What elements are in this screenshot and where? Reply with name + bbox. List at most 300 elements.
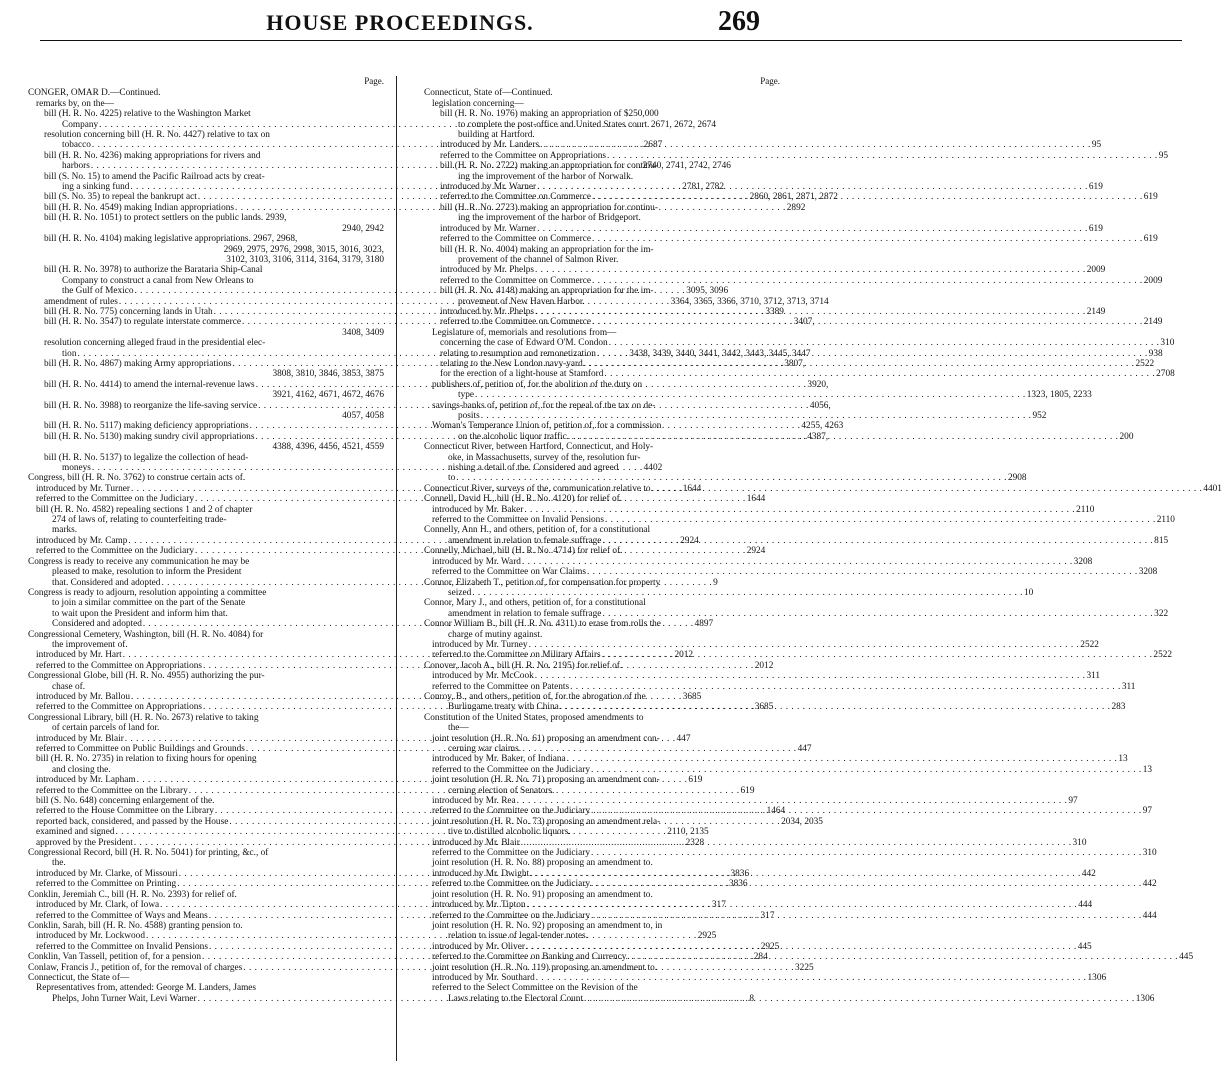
entry-text: referred to the Committee on Invalid Pensions xyxy=(36,941,208,952)
page-reference: 2110 xyxy=(1156,515,1175,526)
leader-dots xyxy=(592,276,1143,286)
entry-text: introduced by Mr. Warner xyxy=(440,182,537,193)
index-entry xyxy=(28,609,384,619)
entry-text: 274 of laws of, relating to counterfeiting trade- xyxy=(52,515,227,526)
index-entry xyxy=(424,494,780,504)
index-entry xyxy=(28,276,384,286)
page-reference: 4401 xyxy=(1203,483,1222,494)
index-entry xyxy=(424,421,780,431)
index-entry xyxy=(28,411,384,421)
entry-text: referred to the Committee on the Judiciary xyxy=(432,764,590,775)
entry-text: Legislature of, memorials and resolutions from— xyxy=(432,327,617,338)
entry-text: referred to the Committee on Commerce xyxy=(440,317,592,328)
index-entry xyxy=(424,868,1096,879)
entry-text: 3921, 4162, 4671, 4672, 4676 xyxy=(272,390,384,401)
entry-text: introduced by Mr. Rea xyxy=(432,796,516,807)
index-entry xyxy=(424,650,1173,661)
page-reference: 2892 xyxy=(786,202,806,213)
entry-text: cerning war claims. xyxy=(448,744,522,754)
entry-text: bill (H. R. No. 4582) repealing sections 1 and 2 of chapter xyxy=(36,504,253,515)
entry-text: Congressional Cemetery, Washington, bill (H. R. No. 4084) for xyxy=(28,629,264,640)
index-entry xyxy=(424,245,780,255)
entry-text: amendment of rules xyxy=(44,296,118,307)
index-entry xyxy=(28,598,384,608)
leader-dots xyxy=(530,869,1081,879)
page-reference: 2740, 2741, 2742, 2746 xyxy=(642,161,731,172)
leader-dots xyxy=(587,567,1138,577)
entry-text: reported back, considered, and passed by the House xyxy=(36,816,229,827)
entry-text: introduced by Mr. Lockwood xyxy=(36,931,145,942)
entry-text: for the erection of a light-house at Stamford xyxy=(440,369,604,380)
entry-text: introduced by Mr. Oliver xyxy=(432,941,525,952)
page-column-label: Page. xyxy=(364,76,384,86)
page-reference: 2671, 2672, 2674 xyxy=(650,119,716,130)
entry-text: introduced by Mr. Baker, of Indiana xyxy=(432,754,566,765)
entry-text: to join a similar committee on the part of the Senate xyxy=(52,598,246,609)
index-entry xyxy=(28,515,384,525)
page-reference: 1644 xyxy=(746,494,766,505)
index-entry xyxy=(424,952,1194,963)
index-entry xyxy=(424,817,780,827)
leader-dots xyxy=(652,484,1203,494)
leader-dots xyxy=(604,369,1155,379)
entry-text: bill (S. No. 35) to repeal the bankrupt act xyxy=(44,192,197,203)
entry-text: joint resolution (H. R. No. 61) proposing an amendment con- xyxy=(432,733,660,744)
page-reference: 2860, 2861, 2871, 2872 xyxy=(749,192,838,203)
entry-text: Company to construct a canal from New Orleans to xyxy=(62,275,254,286)
leader-dots xyxy=(535,671,1086,681)
page-reference: 2708 xyxy=(1156,369,1175,380)
entry-text: bill (H. R. No. 4104) making legislative appropriations. 2967, 2968, xyxy=(44,234,298,245)
entry-text: Connelly, Michael, bill (H. R. No. 4714) for relief of. xyxy=(424,546,623,557)
index-entry xyxy=(28,754,384,764)
entry-text: resolution concerning bill (H. R. No. 4427) relative to tax on xyxy=(44,130,270,141)
index-entry xyxy=(424,681,1136,692)
page-reference: 8 xyxy=(749,993,754,1004)
page-reference: 310 xyxy=(1142,848,1157,859)
index-entry xyxy=(424,515,1175,526)
page-reference: 200 xyxy=(1119,431,1134,442)
entry-text: Connor William B., bill (H. R. No. 4311) to erase from rolls the xyxy=(424,619,661,630)
page-reference: 442 xyxy=(1081,868,1096,879)
entry-text: Congressional Library, bill (H. R. No. 2673) relative to taking xyxy=(28,712,259,723)
page-reference: 442 xyxy=(1142,879,1157,890)
leader-dots xyxy=(536,973,1087,983)
index-entry xyxy=(424,411,1047,421)
page-reference: 2110, 2135 xyxy=(667,827,709,838)
page-reference: 619 xyxy=(688,775,703,786)
entry-text: chase of. xyxy=(52,681,86,692)
leader-dots xyxy=(535,307,1086,317)
page-reference: 952 xyxy=(1032,411,1047,421)
index-entry xyxy=(28,682,384,692)
page-reference: 444 xyxy=(1078,900,1093,911)
page-reference: 2925 xyxy=(697,931,717,942)
page-reference: 3208 xyxy=(1138,567,1158,578)
page-reference: 283 xyxy=(1111,702,1126,713)
entry-text: 4388, 4396, 4456, 4521, 4559 xyxy=(272,442,384,453)
index-entry xyxy=(424,130,780,140)
index-entry xyxy=(424,265,1106,276)
index-entry xyxy=(424,556,1093,567)
index-entry xyxy=(424,348,1163,359)
entry-text: amendment in relation to female suffrage xyxy=(448,535,602,546)
entry-text: referred to the Committee on Printing xyxy=(36,879,177,890)
index-entry xyxy=(28,723,384,733)
leader-dots xyxy=(540,140,1091,150)
entry-text: joint resolution (H. R. No. 92) proposing an amendment to, in xyxy=(432,920,663,931)
page-reference: 284 xyxy=(753,952,768,963)
page-reference: 9 xyxy=(713,577,718,588)
page-reference: 3407, xyxy=(793,317,815,328)
entry-text: oke, in Massachusetts, survey of the, resolution fur- xyxy=(448,452,641,463)
index-entry xyxy=(424,223,1103,234)
entry-text: and closing the. xyxy=(52,764,111,775)
entry-text: 2969, 2975, 2976, 2998, 3015, 3016, 3023, xyxy=(223,244,384,255)
page-reference: 1644 xyxy=(682,483,702,494)
index-entry xyxy=(424,972,1107,983)
entry-text: bill (H. R. No. 4225) relative to the Washington Market xyxy=(44,109,251,120)
index-entry xyxy=(424,879,1157,890)
index-entry xyxy=(424,172,780,182)
entry-text: tive to distilled alcoholic liquors. xyxy=(448,827,571,838)
index-entry xyxy=(424,369,1175,380)
index-entry xyxy=(28,338,384,348)
entry-text: ing the improvement of the harbor of Bridgeport. xyxy=(458,213,641,224)
page-reference: 445 xyxy=(1077,941,1092,952)
entry-text: referred to the Committee on the Library xyxy=(36,785,188,796)
page-reference: 317 xyxy=(760,910,775,921)
entry-text: joint resolution (H. R. No. 71) proposing an amendment con- xyxy=(432,775,660,786)
entry-text: referred to the Committee on Military Affairs xyxy=(432,650,601,661)
page-reference: 447 xyxy=(676,733,691,744)
entry-text: introduced by Mr. Ward xyxy=(432,556,521,567)
leader-dots xyxy=(526,942,1077,952)
index-entry xyxy=(28,151,384,161)
page-reference: 447 xyxy=(797,744,812,754)
entry-text: introduced by Mr. Clark, of Iowa xyxy=(36,900,160,911)
index-entry xyxy=(28,172,384,182)
page-reference: 815 xyxy=(1154,535,1169,546)
entry-text: introduced by Mr. Blair xyxy=(432,837,520,848)
entry-text: type xyxy=(458,390,475,401)
entry-text: Considered and adopted xyxy=(52,619,142,630)
entry-text: of certain parcels of land for. xyxy=(52,723,160,734)
leader-dots xyxy=(591,911,1142,921)
page-reference: 3438, 3439, 3440, 3441, 3442, 3443, 3445, 3447 xyxy=(629,348,811,359)
index-entry xyxy=(424,380,780,390)
entry-text: Connell, David H., bill (H. R. No. 4120) for relief of. xyxy=(424,494,623,505)
page-reference: 2034, 2035 xyxy=(781,816,823,827)
entry-text: referred to the Committee on the Judiciary xyxy=(432,879,590,890)
index-entry xyxy=(424,578,780,588)
leader-dots xyxy=(584,994,1135,1004)
page-reference: 4402 xyxy=(643,463,663,474)
leader-dots xyxy=(568,432,1119,442)
index-entry xyxy=(28,234,384,244)
index-entry xyxy=(424,401,780,411)
entry-text: referred to the Committee on Commerce xyxy=(440,234,592,245)
page-reference: 3364, 3365, 3366, 3710, 3712, 3713, 3714 xyxy=(670,296,829,307)
page-reference: 1306 xyxy=(1135,993,1155,1004)
entry-text: referred to the Committee on the Judiciary xyxy=(36,546,194,557)
entry-text: Burlingame treaty with China xyxy=(448,702,559,713)
index-entry xyxy=(424,837,1087,848)
index-entry xyxy=(28,453,384,463)
entry-text: bill (H. R. No. 4148) making an appropriation for the im- xyxy=(440,286,654,297)
entry-text: charge of mutiny against. xyxy=(448,629,543,640)
entry-text: tion xyxy=(62,348,77,359)
page-reference: 619 xyxy=(1088,182,1103,193)
entry-text: the improvement of. xyxy=(52,639,128,650)
index-entry xyxy=(28,213,384,223)
index-entry xyxy=(28,890,384,900)
entry-text: Conroy, B., and others, petition of, for the abrogation of the xyxy=(424,691,646,702)
index-entry xyxy=(424,775,780,785)
entry-text: Company xyxy=(62,119,99,130)
leader-dots xyxy=(605,515,1156,525)
index-entry xyxy=(424,234,1158,245)
page-reference: 13 xyxy=(1142,764,1153,775)
index-entry xyxy=(424,983,780,993)
index-entry xyxy=(28,973,384,983)
entry-text: Connor, Elizabeth T., petition of, for compensation for property xyxy=(424,577,661,588)
index-entry xyxy=(424,993,1155,1004)
page-reference: 2687 xyxy=(643,140,663,151)
index-entry xyxy=(424,713,780,723)
entry-text: harbors xyxy=(62,161,90,172)
entry-text: provement of the channel of Salmon River. xyxy=(458,254,619,265)
index-entry xyxy=(424,306,1106,317)
page-number: 269 xyxy=(718,6,760,37)
leader-dots xyxy=(602,609,1153,619)
entry-text: Congress is ready to receive any communication he may be xyxy=(28,556,250,567)
entry-text: bill (H. R. No. 3988) to reorganize the life-saving service xyxy=(44,400,258,411)
entry-text: referred to the Committee on the Judiciary xyxy=(432,848,590,859)
entry-text: Congressional Globe, bill (H. R. No. 4955) authorizing the pur- xyxy=(28,671,265,682)
entry-text: bill (H. R. No. 4236) making appropriations for rivers and xyxy=(44,150,261,161)
page-reference: 4387, xyxy=(807,431,829,442)
leader-dots xyxy=(570,682,1121,692)
index-entry xyxy=(28,245,384,255)
index-entry xyxy=(28,390,384,400)
leader-dots xyxy=(567,754,1118,764)
index-entry xyxy=(424,99,780,109)
entry-text: moneys xyxy=(62,463,91,474)
entry-text: provement of New Haven Harbor. xyxy=(458,296,585,307)
page-reference: 619 xyxy=(1143,192,1158,203)
index-entry xyxy=(424,463,780,473)
leader-dots xyxy=(537,224,1088,234)
index-entry xyxy=(424,890,780,900)
index-entry xyxy=(424,213,780,223)
page-reference: 4897 xyxy=(694,619,714,630)
page-reference: 3685 xyxy=(754,702,774,713)
index-entry xyxy=(424,941,1092,952)
entry-text: bill (H. R. No. 4549) making Indian appropriations xyxy=(44,202,235,213)
entry-text: Congress is ready to adjourn, resolution appointing a committee xyxy=(28,587,267,598)
entry-text: publishers of, petition of, for the abolition of the duty on xyxy=(432,379,643,390)
entry-text: bill (H. R. No. 775) concerning lands in Utah xyxy=(44,306,213,317)
index-entry xyxy=(424,900,1093,911)
index-entry xyxy=(424,661,780,671)
page-reference: 311 xyxy=(1086,671,1101,682)
index-entry xyxy=(424,764,1153,775)
entry-text: bill (H. R. No. 2722) making an appropriation for continu- xyxy=(440,161,658,172)
index-entry xyxy=(424,702,1126,713)
entry-text: bill (H. R. No. 4414) to amend the internal-revenue laws xyxy=(44,379,255,390)
leader-dots xyxy=(602,650,1153,660)
entry-text: referred to the Committee on Invalid Pensions xyxy=(432,515,604,526)
leader-dots xyxy=(517,796,1068,806)
index-entry xyxy=(424,546,780,556)
leader-dots xyxy=(591,879,1142,889)
entry-text: introduced by Mr. Turney xyxy=(432,639,528,650)
entry-text: referred to the Committee on Appropriations xyxy=(36,660,203,671)
page-reference: 3389 xyxy=(765,306,784,317)
page-reference: 2328 xyxy=(685,837,705,848)
entry-text: Representatives from, attended: George M. Landers, James xyxy=(36,983,257,994)
leader-dots xyxy=(592,234,1143,244)
index-entry xyxy=(28,328,384,338)
leader-dots xyxy=(524,505,1075,515)
page-reference: 2009 xyxy=(1143,275,1163,286)
entry-text: Constitution of the United States, proposed amendments to xyxy=(424,712,644,723)
index-entry xyxy=(424,390,1092,401)
page-reference: 445 xyxy=(1179,952,1194,963)
entry-text: bill (H. R. No. 4004) making an appropriation for the im- xyxy=(440,244,654,255)
page-title: HOUSE PROCEEDINGS. xyxy=(266,10,534,35)
entry-text: CONGER, OMAR D.—Continued. xyxy=(28,88,161,99)
index-entry xyxy=(424,120,780,130)
entry-text: legislation concerning— xyxy=(432,98,524,109)
page-reference: 3836 xyxy=(728,879,748,890)
page-reference: 310 xyxy=(1160,338,1175,349)
index-entry xyxy=(28,557,384,567)
page-reference: 1323, 1805, 2233 xyxy=(1026,390,1092,401)
leader-dots xyxy=(527,900,1078,910)
index-entry xyxy=(424,858,780,868)
index-entry xyxy=(28,109,384,119)
page-reference: 619 xyxy=(1143,234,1158,245)
index-entry xyxy=(424,182,1103,193)
page-reference: 3807, xyxy=(784,358,806,369)
entry-text: referred to the Committee on the Judiciary xyxy=(432,806,590,817)
index-columns xyxy=(28,76,1222,1004)
entry-text: pleased to make, resolution to inform the President xyxy=(52,567,242,578)
index-entry xyxy=(28,921,384,931)
entry-text: joint resolution (H. R. No. 119) proposing an amendment to. xyxy=(432,962,658,973)
leader-dots xyxy=(481,411,1032,421)
entry-text: concerning the case of Edward O'M. Condon xyxy=(440,338,608,349)
index-entry xyxy=(424,921,780,931)
page-reference: 4056, xyxy=(809,400,831,411)
entry-text: introduced by Mr. McCook xyxy=(432,671,534,682)
entry-text: resolution concerning alleged fraud in the presidential elec- xyxy=(44,338,266,349)
entry-text: joint resolution (H. R. No. 88) proposing an amendment to. xyxy=(432,858,653,869)
leader-dots xyxy=(584,359,1135,369)
index-entry xyxy=(28,369,384,379)
entry-text: introduced by Mr. Phelps xyxy=(440,306,534,317)
entry-text: Laws relating to the Electoral Count xyxy=(448,993,584,1004)
entry-text: to xyxy=(448,473,456,484)
entry-text: introduced by Mr. Lapham xyxy=(36,775,136,786)
index-entry xyxy=(424,525,780,535)
leader-dots xyxy=(607,151,1158,161)
entry-text: introduced by Mr. Clarke, of Missouri xyxy=(36,868,178,879)
index-entry xyxy=(424,786,780,796)
entry-text: bill (H. R. No. 1976) making an appropriation of $250,000 xyxy=(440,109,659,120)
entry-text: Connecticut River, between Hartford, Connecticut, and Holy- xyxy=(424,442,654,453)
entry-text: relation to issue of legal-tender notes. xyxy=(448,931,588,942)
entry-text: Connelly, Ann H., and others, petition of, for a constitutional xyxy=(424,525,651,536)
entry-text: ing a sinking fund xyxy=(62,182,130,193)
leader-dots xyxy=(592,317,1143,327)
leader-dots xyxy=(597,349,1148,359)
index-entry xyxy=(28,765,384,775)
index-entry xyxy=(28,505,384,515)
page-reference: 2012 xyxy=(674,650,694,661)
index-entry xyxy=(424,931,780,941)
index-entry xyxy=(424,338,1175,349)
leader-dots xyxy=(535,265,1086,275)
leader-dots xyxy=(591,765,1142,775)
index-entry xyxy=(424,483,1222,494)
entry-text: tobacco xyxy=(62,140,91,151)
entry-text: introduced by Mr. Hart xyxy=(36,650,122,661)
entry-text: referred to the Select Committee on the Revision of the xyxy=(432,983,638,994)
page-reference: 311 xyxy=(1121,681,1136,692)
entry-text: referred to the Committee on Patents xyxy=(432,681,570,692)
page-reference: 2924 xyxy=(680,535,699,546)
entry-text: Congressional Record, bill (H. R. No. 5041) for printing, &c., of xyxy=(28,848,269,859)
index-entry xyxy=(28,442,384,452)
page-reference: 2924 xyxy=(746,546,766,557)
entry-text: 3408, 3409 xyxy=(342,327,384,338)
leader-dots xyxy=(475,390,1026,400)
index-entry xyxy=(424,140,1102,151)
leader-dots xyxy=(591,848,1142,858)
entry-text: Conklin, Jeremiah C., bill (H. R. No. 2393) for relief of. xyxy=(28,889,237,900)
index-entry xyxy=(424,328,780,338)
index-entry xyxy=(28,858,384,868)
index-entry xyxy=(424,806,1153,817)
entry-text: 3102, 3103, 3106, 3114, 3164, 3179, 3180 xyxy=(226,254,384,265)
page-reference: 3836 xyxy=(730,868,750,879)
entry-text: 4057, 4058 xyxy=(342,411,384,421)
index-entry xyxy=(424,734,780,744)
entry-text: introduced by Mr. Turner xyxy=(36,483,130,494)
leader-dots xyxy=(529,640,1080,650)
entry-text: bill (H. R. No. 3978) to authorize the Barataria Ship-Canal xyxy=(44,265,263,276)
entry-text: bill (H. R. No. 2735) in relation to fixing hours for opening xyxy=(36,754,257,765)
entry-text: bill (H. R. No. 5130) making sundry civil appropriations xyxy=(44,431,255,442)
entry-text: bill (H. R. No. 5137) to legalize the collection of head- xyxy=(44,452,249,463)
entry-text: relating to the New London navy-yard xyxy=(440,358,583,369)
index-entry xyxy=(424,796,1078,807)
index-entry xyxy=(424,453,780,463)
entry-text: introduced by Mr. Landers xyxy=(440,140,540,151)
index-entry xyxy=(28,983,384,993)
index-entry xyxy=(28,796,384,806)
entry-text: bill (H. R. No. 4867) making Army appropriations xyxy=(44,358,232,369)
index-entry xyxy=(424,286,780,296)
entry-text: joint resolution (H. R. No. 91) proposing an amendment to. xyxy=(432,889,653,900)
entry-text: introduced by Mr. Blair xyxy=(36,733,124,744)
entry-text: Conklin, Sarah, bill (H. R. No. 4588) granting pension to. xyxy=(28,920,243,931)
entry-text: Woman's Temperance Union of, petition of, for a commission xyxy=(432,421,662,432)
entry-text: referred to Committee on Public Buildings and Grounds xyxy=(36,744,245,754)
